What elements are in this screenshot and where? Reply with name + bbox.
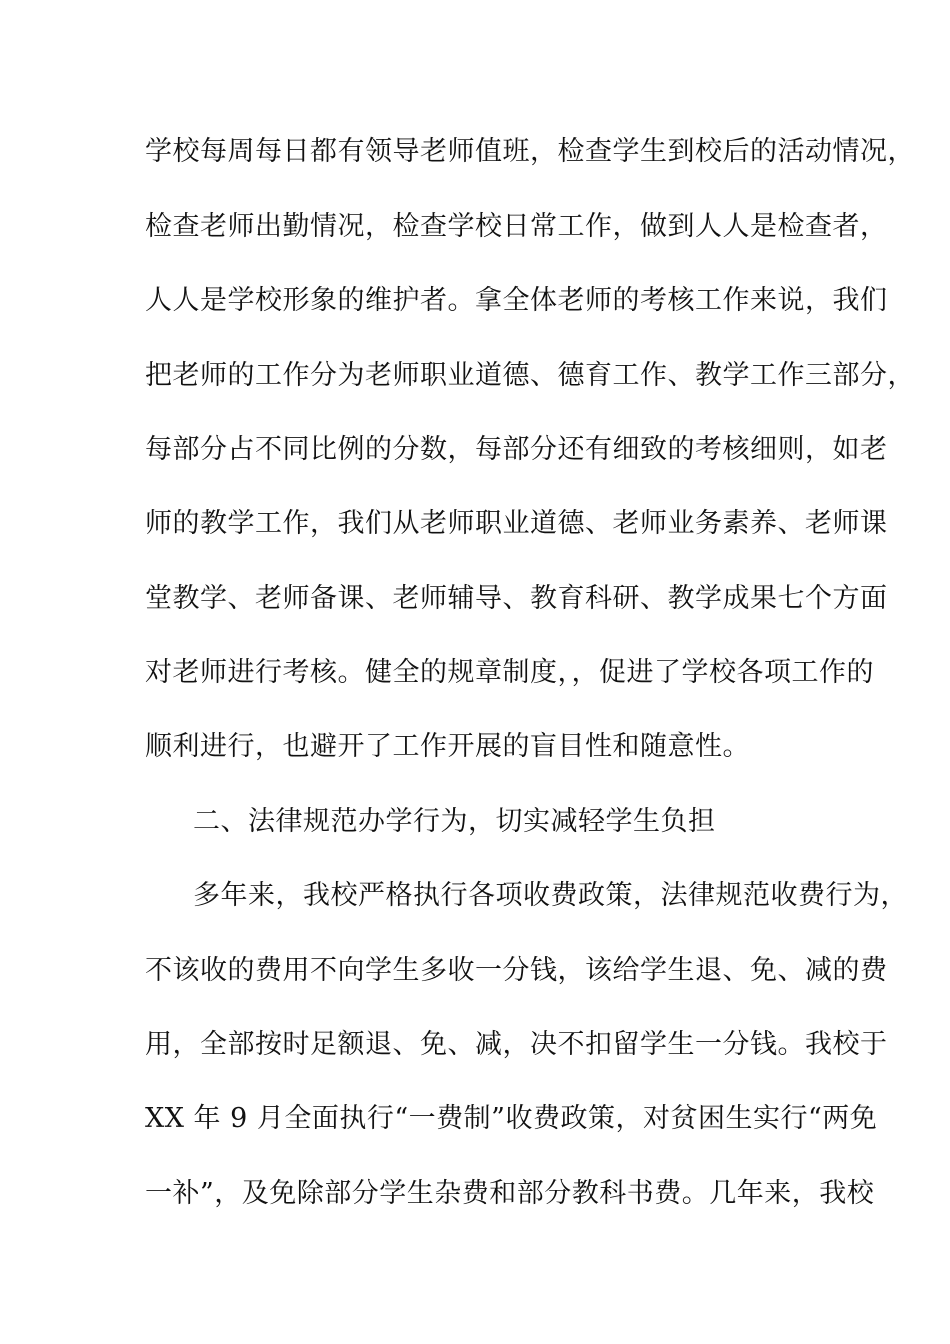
paragraph-line: 把老师的工作分为老师职业道德、德育工作、教学工作三部分， (145, 360, 915, 391)
paragraph-line: 每部分占不同比例的分数，每部分还有细致的考核细则，如老 (145, 434, 888, 465)
paragraph-line: 一补”，及免除部分学生杂费和部分教科书费。几年来，我校 (145, 1178, 875, 1209)
paragraph-line: 顺利进行，也避开了工作开展的盲目性和随意性。 (145, 731, 750, 762)
paragraph-line: 用，全部按时足额退、免、减，决不扣留学生一分钱。我校于 (145, 1029, 888, 1060)
paragraph-line: 检查老师出勤情况，检查学校日常工作，做到人人是检查者， (145, 211, 888, 242)
paragraph-line: 学校每周每日都有领导老师值班，检查学生到校后的活动情况， (145, 136, 915, 167)
paragraph-line: 人人是学校形象的维护者。拿全体老师的考核工作来说，我们 (145, 285, 888, 316)
section-heading: 二、法律规范办学行为，切实减轻学生负担 (193, 806, 716, 837)
paragraph-line: 师的教学工作，我们从老师职业道德、老师业务素养、老师课 (145, 508, 888, 539)
paragraph-line: XX 年 9 月全面执行“一费制”收费政策，对贫困生实行“两免 (145, 1103, 878, 1134)
paragraph-line: 不该收的费用不向学生多收一分钱，该给学生退、免、减的费 (145, 955, 888, 986)
paragraph-line: 堂教学、老师备课、老师辅导、教育科研、教学成果七个方面 (145, 583, 888, 614)
paragraph-line: 对老师进行考核。健全的规章制度，，促进了学校各项工作的 (145, 657, 874, 688)
paragraph-line: 多年来，我校严格执行各项收费政策，法律规范收费行为， (193, 880, 908, 911)
